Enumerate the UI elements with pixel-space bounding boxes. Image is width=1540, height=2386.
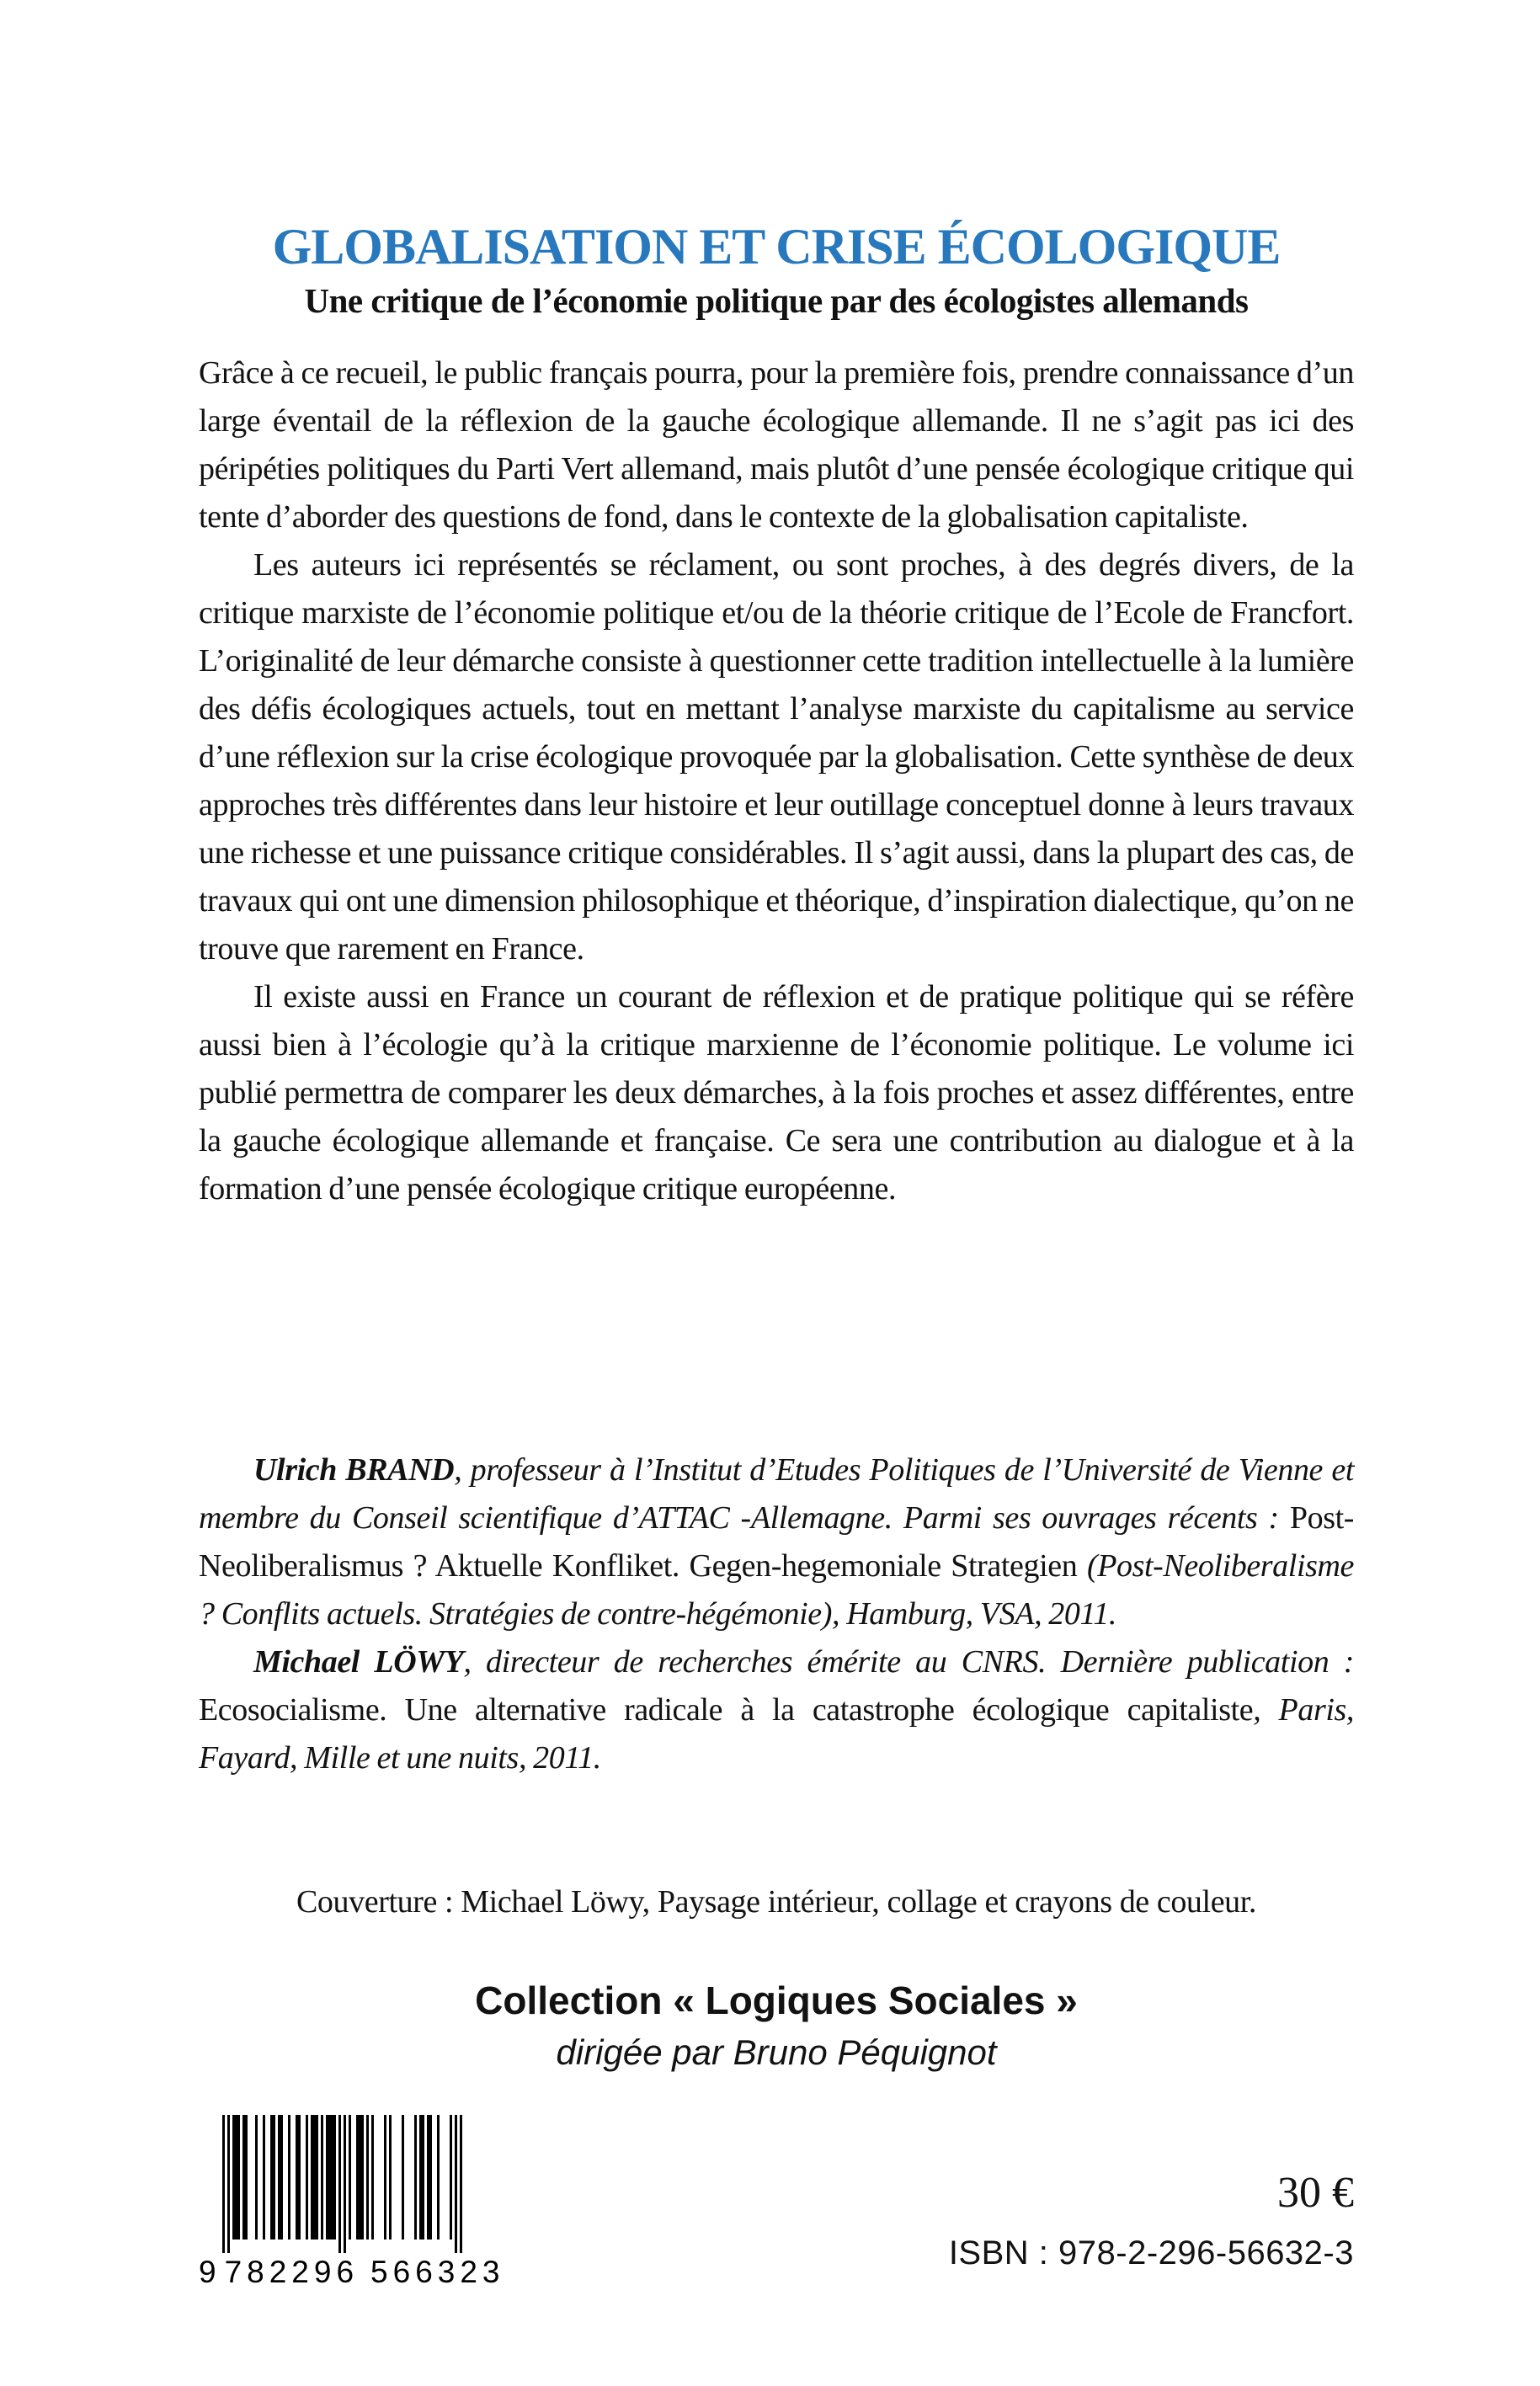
barcode-module [460, 2115, 462, 2253]
bio-text-segment: Ulrich BRAND [253, 1452, 455, 1488]
barcode-digits [199, 2255, 505, 2290]
bio-text-segment: Ecosocialisme. Une alternative radicale à la catastrophe écologique capitaliste [199, 1692, 1254, 1728]
barcode-right-digits: 566323 [370, 2255, 505, 2289]
cover-credit: Couverture : Michael Löwy, Paysage intérieur, collage et crayons de couleur. [296, 1884, 1257, 1920]
bio-text-segment: , directeur de recherches émérite au CNRS. Dernière publication : [463, 1644, 1354, 1680]
barcode-first-digit: 9 [199, 2255, 216, 2289]
collection-director: dirigée par Bruno Péquignot [556, 2032, 997, 2072]
barcode-left-digits: 782296 [224, 2255, 360, 2289]
page-subtitle: Une critique de l’économie politique par des écologistes allemands [304, 281, 1249, 321]
synopsis-paragraph: Il existe aussi en France un courant de réflexion et de pratique politique qui se réfère aussi bien à l’écologie qu’à la critique marxienne de l’économie politique. Le volume ici publié permettra de comparer les deux démarches, à la fois proches et assez différentes, entre la gauche écologique allemande et française. Ce sera une contribution au dialogue et à la formation d’une pensée écologique critique européenne. [199, 979, 1354, 1206]
page-title: GLOBALISATION ET CRISE ÉCOLOGIQUE [272, 219, 1281, 275]
price: 30 € [1277, 2169, 1354, 2217]
isbn: ISBN : 978-2-296-56632-3 [948, 2234, 1354, 2271]
barcode [199, 2115, 505, 2290]
bio-text-segment: Michael LÖWY [253, 1644, 464, 1680]
author-bios [199, 1446, 1354, 1782]
bio-paragraph-lowy [199, 1638, 1354, 1782]
barcode-bars [222, 2115, 502, 2253]
synopsis-paragraph: Grâce à ce recueil, le public français pourra, pour la première fois, prendre connaissance d’un large éventail de la réflexion de la gauche écologique allemande. Il ne s’agit pas ici des péripéties politiques du Parti Vert allemand, mais plutôt d’une pensée écologique critique qui tente d’aborder des questions de fond, dans le contexte de la globalisation capitaliste. [199, 355, 1354, 535]
bio-text-segment: (Post-Neoliberalisme ? Conflits actuels. Stratégies de contre-hégémonie), Hamburg, VSA, 2011. [199, 1548, 1354, 1632]
bio-text-segment: Post-Neoliberalismus ? Aktuelle Konfliket. Gegen-hegemoniale Strategien [199, 1500, 1354, 1584]
bio-paragraph-brand [199, 1446, 1354, 1638]
bio-text-segment: , professeur à l’Institut d’Etudes Politiques de l’Université de Vienne et membre du Conseil scientifique d’ATTAC -Allemagne. Parmi ses ouvrages récents : [199, 1452, 1354, 1536]
synopsis-paragraph: Les auteurs ici représentés se réclament, ou sont proches, à des degrés divers, de la critique marxiste de l’économie politique et/ou de la théorie critique de l’Ecole de Francfort. L’originalité de leur démarche consiste à questionner cette tradition intellectuelle à la lumière des défis écologiques actuels, tout en mettant l’analyse marxiste du capitalisme au service d’une réflexion sur la crise écologique provoquée par la globalisation. Cette synthèse de deux approches très différentes dans leur histoire et leur outillage conceptuel donne à leurs travaux une richesse et une puissance critique considérables. Il s’agit aussi, dans la plupart des cas, de travaux qui ont une dimension philosophique et théorique, d’inspiration dialectique, qu’on ne trouve que rarement en France. [199, 547, 1354, 967]
bio-text-segment: , Paris, Fayard, Mille et une nuits, 2011. [199, 1692, 1354, 1776]
synopsis [199, 349, 1354, 1213]
collection-name: Collection « Logiques Sociales » [475, 1979, 1078, 2022]
